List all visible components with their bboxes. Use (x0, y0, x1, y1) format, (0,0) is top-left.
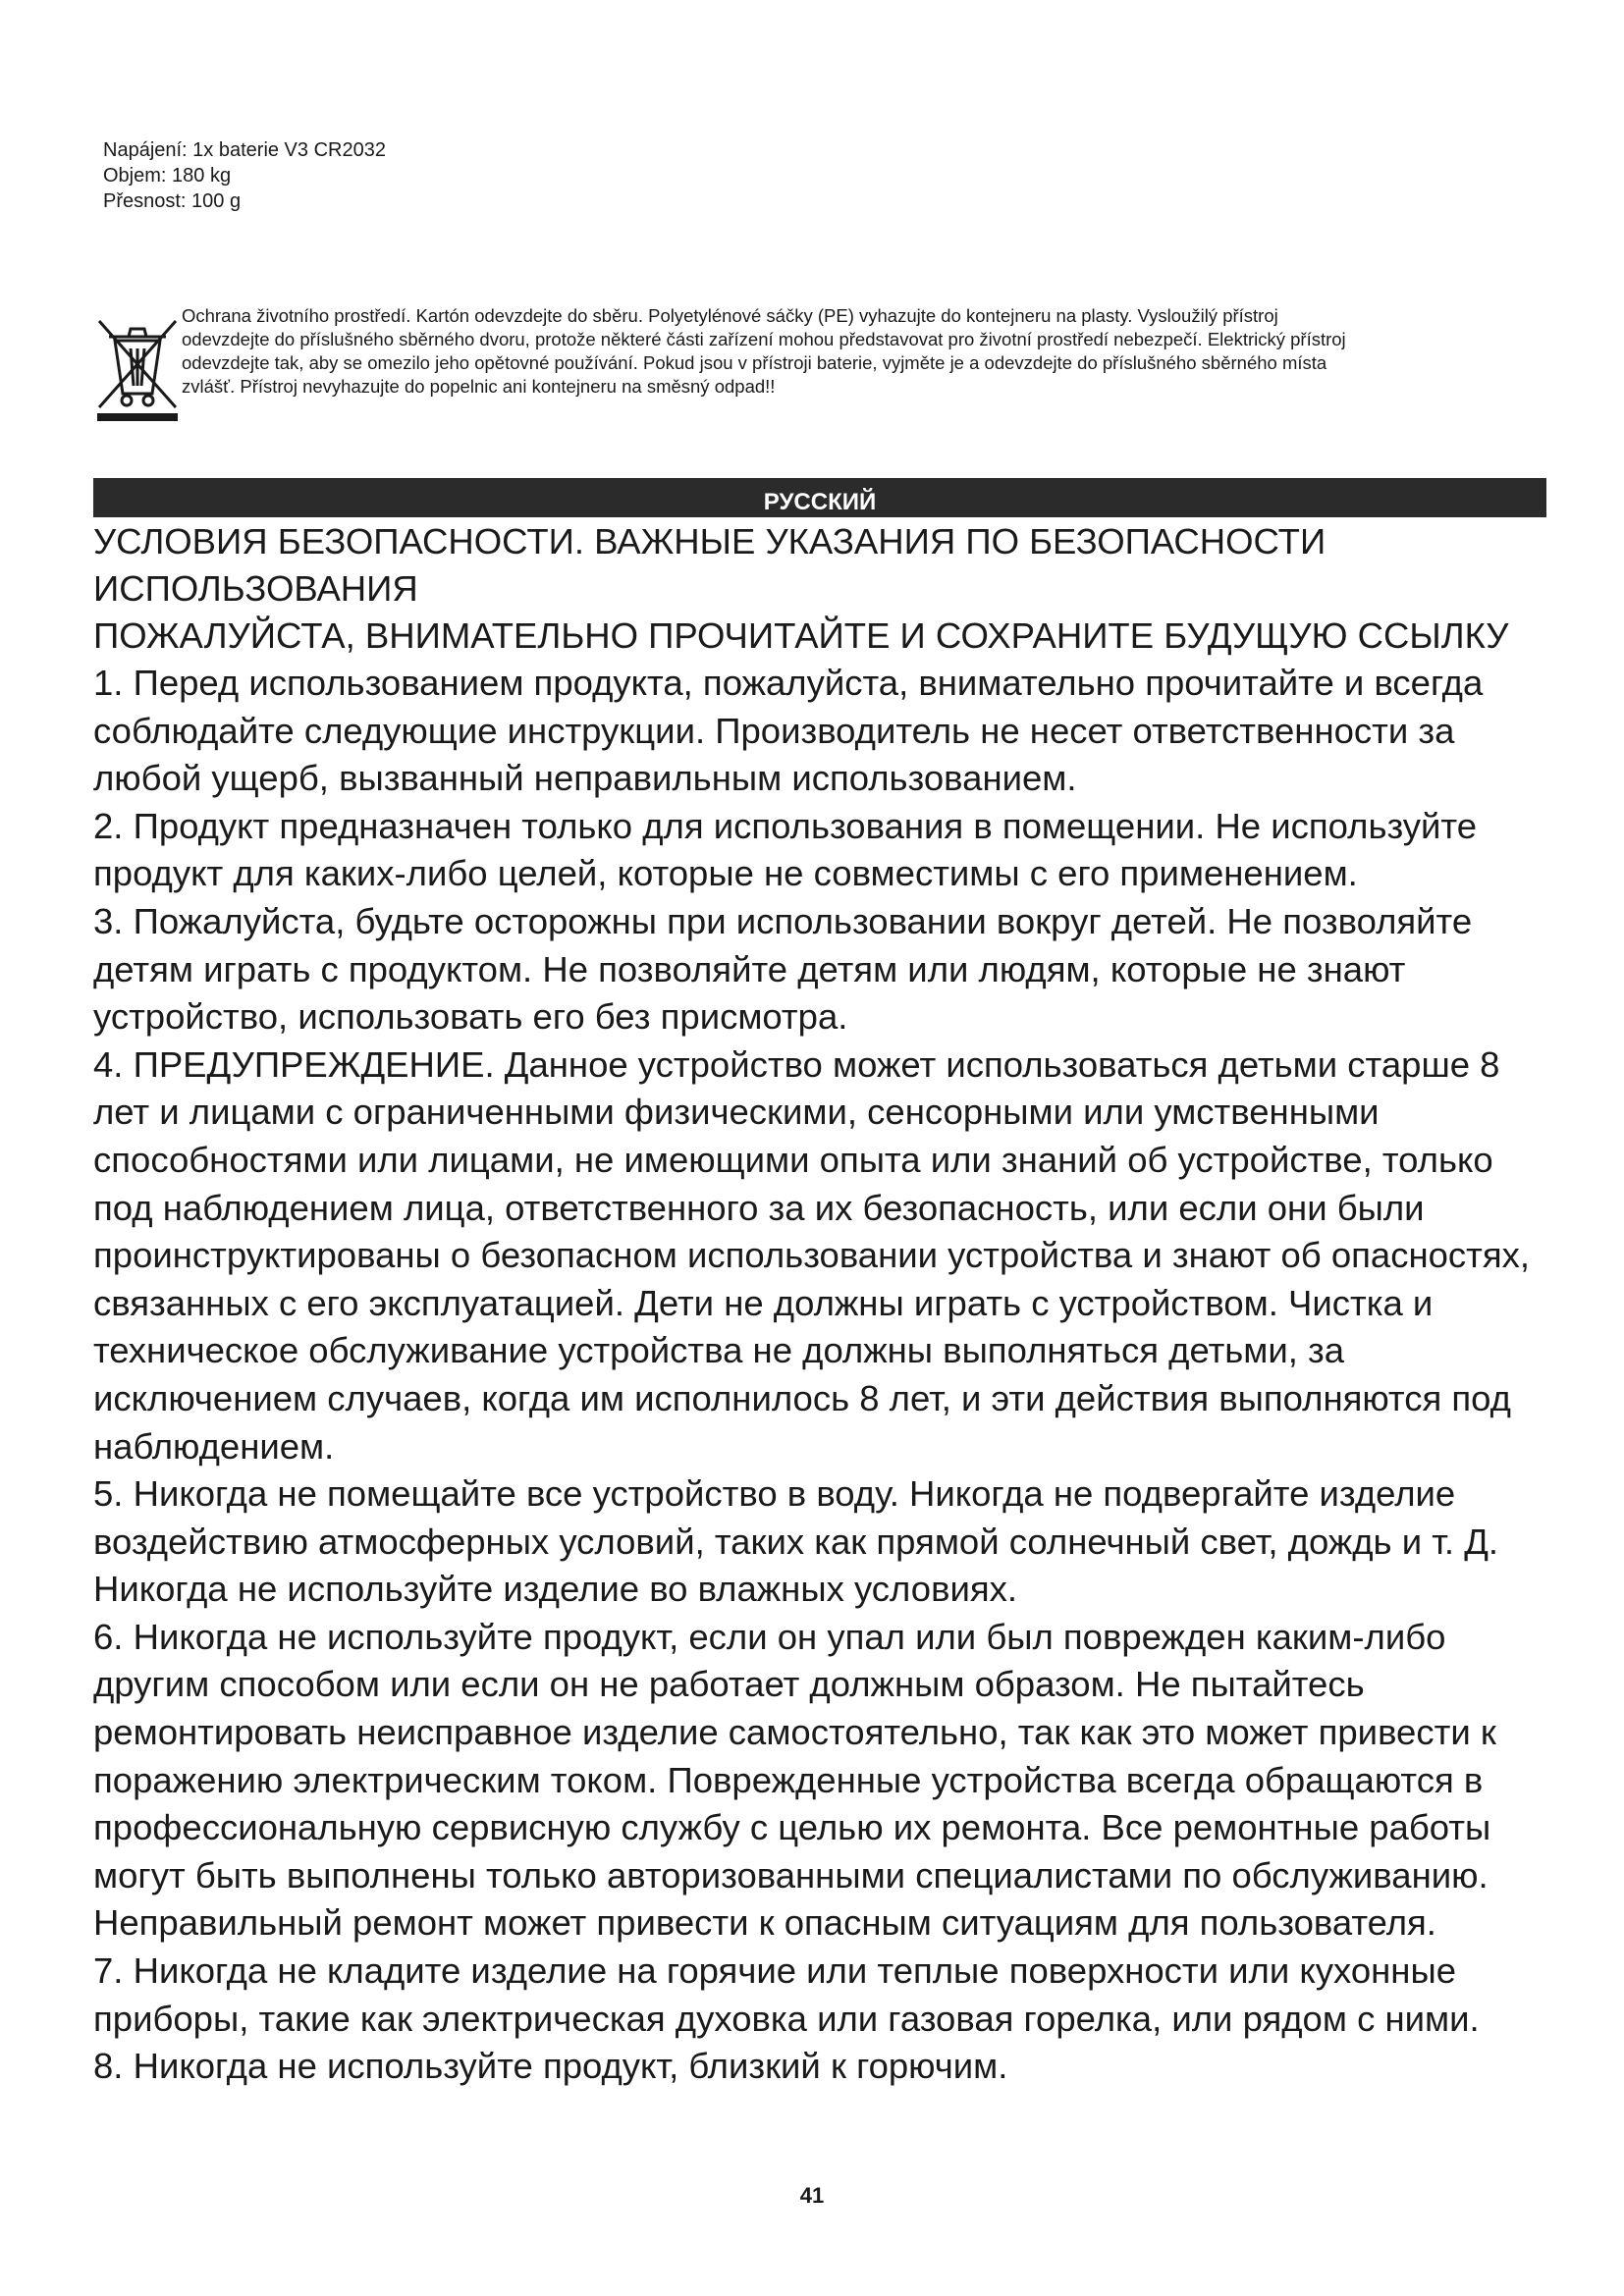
instruction-line: 2. Продукт предназначен только для использования в помещении. Не используйте (93, 805, 1478, 846)
instruction-line: наблюдением. (93, 1425, 335, 1467)
instruction-item-8 (93, 2043, 1556, 2091)
safety-instructions (93, 518, 1556, 2091)
language-section-bar: РУССКИЙ (93, 478, 1546, 517)
instruction-line: другим способом или если он не работает должным образом. Не пытайтесь (93, 1664, 1365, 1705)
instruction-line: продукт для каких-либо целей, которые не совместимы с его применением. (93, 853, 1358, 894)
instruction-item-1 (93, 660, 1556, 803)
section-subtitle: ПОЖАЛУЙСТА, ВНИМАТЕЛЬНО ПРОЧИТАЙТЕ И СОХРАНИТЕ БУДУЩУЮ ССЫЛКУ (93, 615, 1509, 656)
environment-line: odevzdejte tak, aby se omezilo jeho opětovné používání. Pokud jsou v přístroji baterie, vyjměte je a odevzdejte do příslušného sběrného místa (182, 352, 1327, 373)
instruction-line: 5. Никогда не помещайте все устройство в воду. Никогда не подвергайте изделие (93, 1473, 1456, 1515)
instruction-line: любой ущерб, вызванный неправильным использованием. (93, 758, 1077, 799)
instruction-line: 1. Перед использованием продукта, пожалуйста, внимательно прочитайте и всегда (93, 663, 1484, 703)
environment-line: Ochrana životního prostředí. Kartón odevzdejte do sběru. Polyetylénové sáčky (PE) vyhazujte do kontejneru na plasty. Vysloužilý přístroj (182, 305, 1278, 326)
instruction-line: детям играть с продуктом. Не позволяйте детям или людям, которые не знают (93, 948, 1406, 989)
section-title-continued: ИСПОЛЬЗОВАНИЯ (93, 568, 418, 609)
instruction-line: Никогда не используйте изделие во влажных условиях. (93, 1569, 1017, 1610)
instruction-line: устройство, использовать его без присмотра. (93, 996, 848, 1038)
instruction-line: ремонтировать неисправное изделие самостоятельно, так как это может привести к (93, 1712, 1496, 1753)
instruction-line: профессиональную сервисную службу с целью их ремонта. Все ремонтные работы (93, 1807, 1491, 1848)
spec-power: Napájení: 1x baterie V3 CR2032 (103, 139, 386, 161)
instruction-line: 8. Никогда не используйте продукт, близкий к горючим. (93, 2046, 1008, 2087)
instruction-item-4 (93, 1041, 1556, 1470)
instruction-line: поражению электрическим током. Поврежденные устройства всегда обращаются в (93, 1759, 1484, 1800)
page-number: 41 (799, 2183, 825, 2208)
instruction-line: воздействию атмосферных условий, таких как прямой солнечный свет, дождь и т. Д. (93, 1521, 1499, 1562)
instruction-line: под наблюдением лица, ответственного за их безопасность, или если они были (93, 1187, 1425, 1228)
instruction-line: 6. Никогда не используйте продукт, если он упал или был поврежден каким-либо (93, 1616, 1446, 1657)
instruction-line: могут быть выполнены только авторизованными специалистами по обслуживанию. (93, 1854, 1489, 1896)
instruction-line: связанных с его эксплуатацией. Дети не должны играть с устройством. Чистка и (93, 1282, 1434, 1323)
instruction-line: техническое обслуживание устройства не должны выполняться детьми, за (93, 1330, 1345, 1371)
instruction-item-5 (93, 1470, 1556, 1614)
section-title: УСЛОВИЯ БЕЗОПАСНОСТИ. ВАЖНЫЕ УКАЗАНИЯ ПО БЕЗОПАСНОСТИ (93, 521, 1326, 561)
instruction-line: приборы, такие как электрическая духовка или газовая горелка, или рядом с ними. (93, 1998, 1480, 2039)
instruction-line: способностями или лицами, не имеющими опыта или знаний об устройстве, только (93, 1139, 1493, 1180)
environment-line: zvlášť. Přístroj nevyhazujte do popelnic ani kontejneru na směsný odpad!! (182, 376, 776, 397)
instruction-line: Неправильный ремонт может привести к опасным ситуациям для пользователя. (93, 1902, 1436, 1944)
crossed-out-wheelie-bin-icon (93, 309, 182, 422)
instruction-line: 7. Никогда не кладите изделие на горячие или теплые поверхности или кухонные (93, 1950, 1456, 1992)
environment-line: odevzdejte do příslušného sběrného dvoru, protože některé části zařízení mohou představovat pro životní prostředí nebezpečí. Elektrický přístroj (182, 329, 1346, 349)
instruction-line: проинструктированы о безопасном использовании устройства и знают об опасностях, (93, 1235, 1531, 1276)
instruction-line: исключением случаев, когда им исполнилось 8 лет, и эти действия выполняются под (93, 1377, 1511, 1418)
instruction-item-2 (93, 803, 1556, 898)
instruction-item-3 (93, 898, 1556, 1041)
specifications-block (103, 137, 790, 214)
environment-text (182, 304, 1624, 399)
spec-capacity: Objem: 180 kg (103, 165, 232, 187)
spec-precision: Přesnost: 100 g (103, 190, 242, 212)
instruction-line: лет и лицами с ограниченными физическими, сенсорными или умственными (93, 1092, 1380, 1133)
instruction-line: соблюдайте следующие инструкции. Производитель не несет ответственности за (93, 710, 1455, 751)
instruction-item-7 (93, 1948, 1556, 2043)
instruction-line: 4. ПРЕДУПРЕЖДЕНИЕ. Данное устройство может использоваться детьми старше 8 (93, 1043, 1500, 1085)
instruction-item-6 (93, 1614, 1556, 1948)
instruction-line: 3. Пожалуйста, будьте осторожны при использовании вокруг детей. Не позволяйте (93, 900, 1473, 941)
